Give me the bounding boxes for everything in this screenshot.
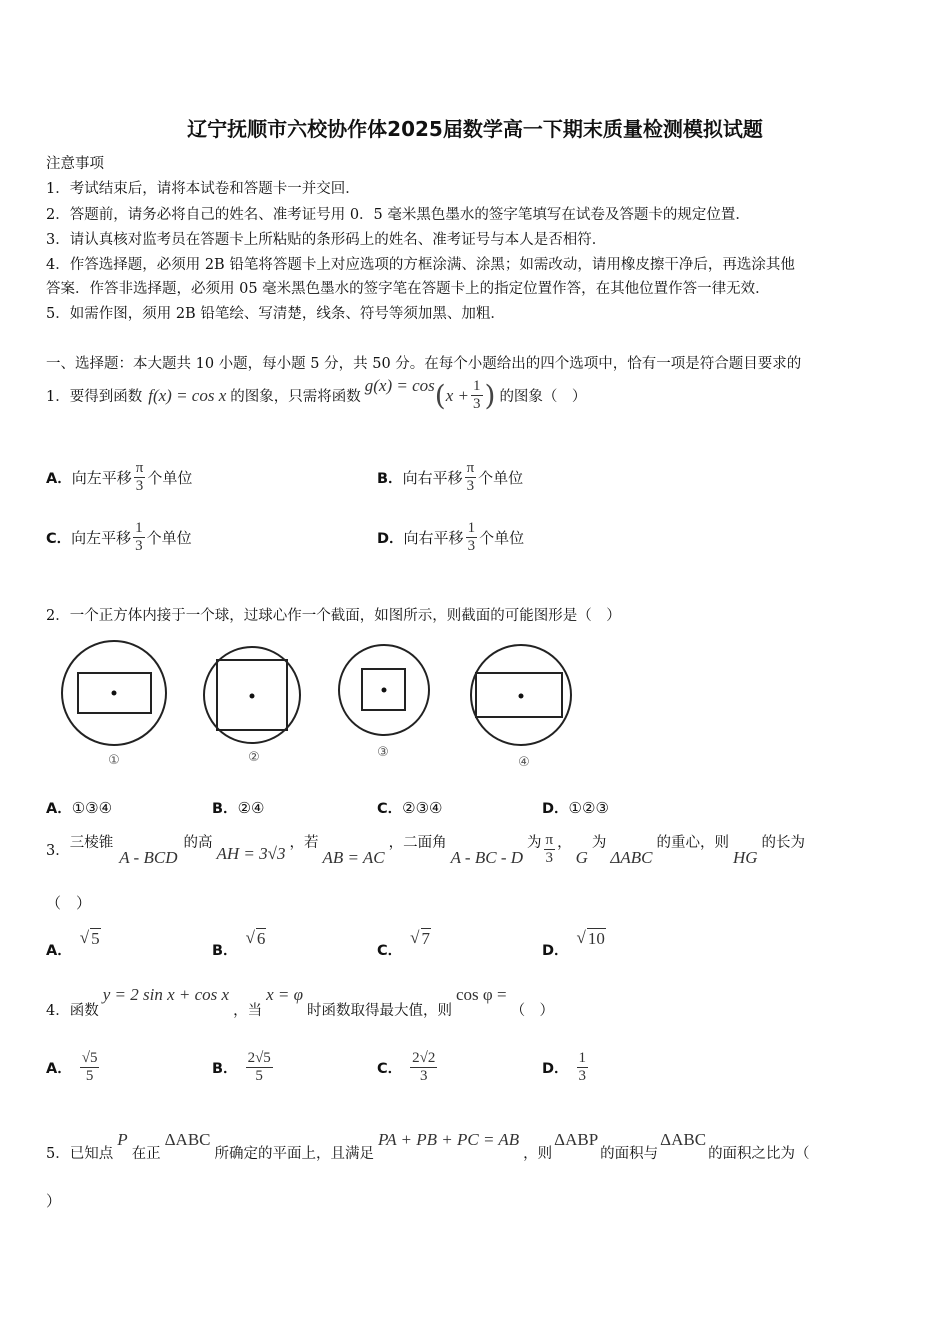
- option-text: 向右平移: [403, 529, 464, 547]
- fraction-numerator: 1: [473, 378, 481, 394]
- option-text: 向左平移: [71, 529, 132, 547]
- option-text: 向左平移: [71, 469, 132, 487]
- question-text: 一个正方体内接于一个球，过球心作一个截面，如图所示，则截面的可能图形是（ ）: [69, 608, 621, 624]
- fraction-denominator: 3: [578, 1068, 587, 1084]
- option-label: B．: [212, 801, 238, 817]
- option-label: C．: [377, 943, 403, 959]
- fraction-denominator: 5: [255, 1068, 263, 1084]
- question-number: 3．: [46, 843, 70, 859]
- math-f: f: [148, 385, 153, 405]
- q2-option-c[interactable]: [377, 797, 443, 818]
- fraction: [465, 460, 477, 495]
- notes-heading: 注意事项: [46, 156, 104, 172]
- q2-option-b[interactable]: [212, 797, 264, 818]
- fraction-numerator: π: [135, 460, 144, 476]
- question-number: 5．: [46, 1146, 70, 1162]
- question-text: 的高: [183, 835, 213, 851]
- option-label: A．: [46, 471, 72, 487]
- question-text: 的图象，只需将函数: [230, 389, 361, 405]
- math-vector-sum: PA + PB + PC = AB: [378, 1130, 520, 1149]
- option-text: ①③④: [71, 799, 113, 817]
- fraction: [466, 520, 478, 555]
- sqrt-value: 7: [421, 929, 430, 948]
- question-text: 已知点: [69, 1146, 114, 1162]
- option-label: C．: [46, 531, 72, 547]
- question-2: [46, 604, 621, 625]
- question-text: 的图象（ ）: [499, 389, 587, 405]
- math-x-phi: x = φ: [266, 985, 303, 1004]
- question-text: ，若: [289, 835, 319, 851]
- math-triangle-abc: ΔABC: [164, 1130, 211, 1149]
- math-tetra: A - BCD: [119, 847, 178, 867]
- note-item: 2．答题前，请务必将自己的姓名、准考证号用 0．5 毫米黑色墨水的签字笔填写在试卷及答题卡的规定位置．: [46, 207, 750, 223]
- q2-option-a[interactable]: [46, 797, 112, 818]
- math-g: G: [575, 847, 588, 867]
- figure-label-2: ②: [248, 750, 260, 765]
- option-text: 个单位: [147, 469, 193, 487]
- section-heading: 一、选择题：本大题共 10 小题，每小题 5 分，共 50 分。在每个小题给出的四个选项中，恰有一项是符合题目要求的: [46, 356, 802, 372]
- fraction: [410, 1050, 437, 1085]
- question-text: 要得到函数: [69, 389, 143, 405]
- fraction: [544, 832, 556, 867]
- option-label: C．: [377, 1061, 403, 1077]
- option-label: D．: [542, 1061, 569, 1077]
- fraction-numerator: 1: [467, 520, 476, 536]
- fraction-numerator: 2√2: [412, 1050, 436, 1066]
- q2-option-d[interactable]: [542, 797, 609, 818]
- fraction: [133, 520, 145, 555]
- sqrt-value: 6: [256, 929, 266, 948]
- question-text: 为: [527, 835, 542, 851]
- question-text: 的面积之比为（: [708, 1146, 810, 1162]
- question-text: 的面积与: [600, 1146, 659, 1162]
- option-label: B．: [212, 943, 238, 959]
- fraction-denominator: 3: [135, 538, 143, 554]
- question-number: 4．: [46, 1003, 70, 1019]
- q3-option-c[interactable]: [377, 928, 431, 960]
- question-text: 三棱锥: [69, 835, 114, 851]
- question-text: 时函数取得最大值，则: [307, 1003, 452, 1019]
- question-5: [46, 1130, 810, 1163]
- fraction-denominator: 3: [467, 538, 476, 554]
- sqrt-symbol: √: [79, 928, 90, 947]
- fraction-numerator: 1: [135, 520, 143, 536]
- note-item: 4．作答选择题，必须用 2B 铅笔将答题卡上对应选项的方框涂满、涂黑；如需改动，请用橡皮擦干净后，再选涂其他: [46, 257, 795, 273]
- question-text: ，: [557, 835, 572, 851]
- paren-left: (: [434, 379, 446, 412]
- option-text: 个单位: [478, 469, 524, 487]
- math-triangle-abc: ΔABC: [660, 1130, 707, 1149]
- fraction: [471, 378, 483, 413]
- center-dot-1: [112, 691, 117, 696]
- math-inner: x +: [445, 385, 469, 405]
- question-text: 的长为: [761, 835, 806, 851]
- fraction-numerator: 1: [578, 1050, 587, 1066]
- paren-right: ): [484, 379, 496, 412]
- fraction: [80, 1050, 100, 1085]
- option-text: ①②③: [568, 799, 609, 817]
- option-label: A．: [46, 801, 72, 817]
- question-paren: （ ）: [46, 894, 92, 912]
- question-text: 函数: [69, 1003, 99, 1019]
- option-label: A．: [46, 1061, 72, 1077]
- math-function: y = 2 sin x + cos x: [102, 985, 230, 1004]
- math-equal-sides: AB = AC: [322, 847, 385, 867]
- question-text: 的重心，则: [656, 835, 729, 851]
- question-text: 为: [591, 835, 607, 851]
- math-fx: (x) = cos x: [152, 385, 227, 405]
- q3-option-b[interactable]: [212, 928, 266, 960]
- note-item: 5．如需作图，须用 2B 铅笔绘、写清楚，线条、符号等须加黑、加粗．: [46, 306, 505, 322]
- center-dot-3: [382, 688, 387, 693]
- math-triangle: ΔABC: [610, 847, 653, 867]
- q4-option-b[interactable]: [212, 1050, 275, 1085]
- option-label: D．: [542, 943, 569, 959]
- q1-option-c[interactable]: [46, 520, 192, 555]
- figure-label-3: ③: [377, 745, 389, 760]
- option-label: A．: [46, 943, 72, 959]
- option-text: 向右平移: [402, 469, 463, 487]
- fraction-denominator: 3: [545, 850, 554, 866]
- question-text: （ ）: [510, 1003, 555, 1019]
- q1-option-a[interactable]: [46, 460, 192, 495]
- fraction-numerator: π: [466, 460, 475, 476]
- q4-option-c[interactable]: [377, 1050, 439, 1085]
- question-text: ，二面角: [388, 835, 447, 851]
- q1-option-b[interactable]: [377, 460, 523, 495]
- question-text: ，则: [523, 1146, 553, 1162]
- option-label: B．: [212, 1061, 238, 1077]
- option-label: C．: [377, 801, 403, 817]
- math-cos-phi: cos φ =: [456, 985, 507, 1004]
- fraction-denominator: 3: [466, 478, 475, 494]
- fraction-numerator: π: [545, 832, 554, 848]
- option-label: B．: [377, 471, 403, 487]
- question-number: 1．: [46, 389, 70, 405]
- question-3: [46, 832, 805, 867]
- fraction-denominator: 3: [420, 1068, 428, 1084]
- q3-option-a[interactable]: [46, 928, 101, 960]
- question-text: 所确定的平面上，且满足: [214, 1146, 375, 1162]
- math-p: P: [117, 1130, 128, 1149]
- sqrt-value: 5: [91, 929, 100, 948]
- math-height: AH = 3√3: [216, 843, 286, 863]
- fraction-denominator: 3: [473, 396, 481, 412]
- fraction: [134, 460, 146, 495]
- fraction: [577, 1050, 589, 1085]
- sqrt-symbol: √: [245, 928, 255, 947]
- note-item: 3．请认真核对监考员在答题卡上所粘贴的条形码上的姓名、准考证号与本人是否相符．: [46, 232, 607, 248]
- center-dot-2: [250, 694, 255, 699]
- math-g: g(x) = cos: [364, 375, 435, 395]
- fraction-denominator: 5: [85, 1068, 94, 1084]
- math-hg: HG: [732, 847, 758, 867]
- q4-option-d[interactable]: [542, 1050, 590, 1085]
- option-text: 个单位: [479, 529, 525, 547]
- sqrt-symbol: √: [576, 928, 586, 947]
- fraction-numerator: √5: [81, 1050, 98, 1066]
- q3-option-d[interactable]: [542, 928, 606, 960]
- question-number: 2．: [46, 608, 70, 624]
- note-item: 1．考试结束后，请将本试卷和答题卡一并交回．: [46, 181, 360, 197]
- question-4: [46, 985, 554, 1020]
- question-text: 在正: [131, 1146, 161, 1162]
- option-label: D．: [377, 531, 404, 547]
- center-dot-4: [519, 694, 524, 699]
- sqrt-symbol: √: [410, 928, 420, 947]
- math-dihedral: A - BC - D: [450, 847, 524, 867]
- fraction: [246, 1050, 273, 1085]
- option-text: ②③④: [402, 799, 443, 817]
- page-title: 辽宁抚顺市六校协作体2025届数学高一下期末质量检测模拟试题: [187, 117, 763, 141]
- sqrt-value: 10: [587, 929, 605, 948]
- note-item: 答案．作答非选择题，必须用 05 毫米黑色墨水的签字笔在答题卡上的指定位置作答，在其他位置作答一律无效．: [46, 281, 770, 297]
- option-label: D．: [542, 801, 569, 817]
- question-paren: ）: [46, 1192, 62, 1210]
- question-text: ，当: [233, 1003, 263, 1019]
- q4-option-a[interactable]: [46, 1050, 101, 1085]
- figure-label-4: ④: [518, 755, 530, 770]
- cross-section-figures: [56, 640, 586, 775]
- math-triangle-abp: ΔABP: [554, 1130, 599, 1149]
- fraction-denominator: 3: [135, 478, 144, 494]
- option-text: ②④: [237, 799, 265, 817]
- question-1: [46, 375, 587, 413]
- figure-label-1: ①: [108, 753, 120, 768]
- fraction-numerator: 2√5: [247, 1050, 271, 1066]
- q1-option-d[interactable]: [377, 520, 524, 555]
- option-text: 个单位: [146, 529, 192, 547]
